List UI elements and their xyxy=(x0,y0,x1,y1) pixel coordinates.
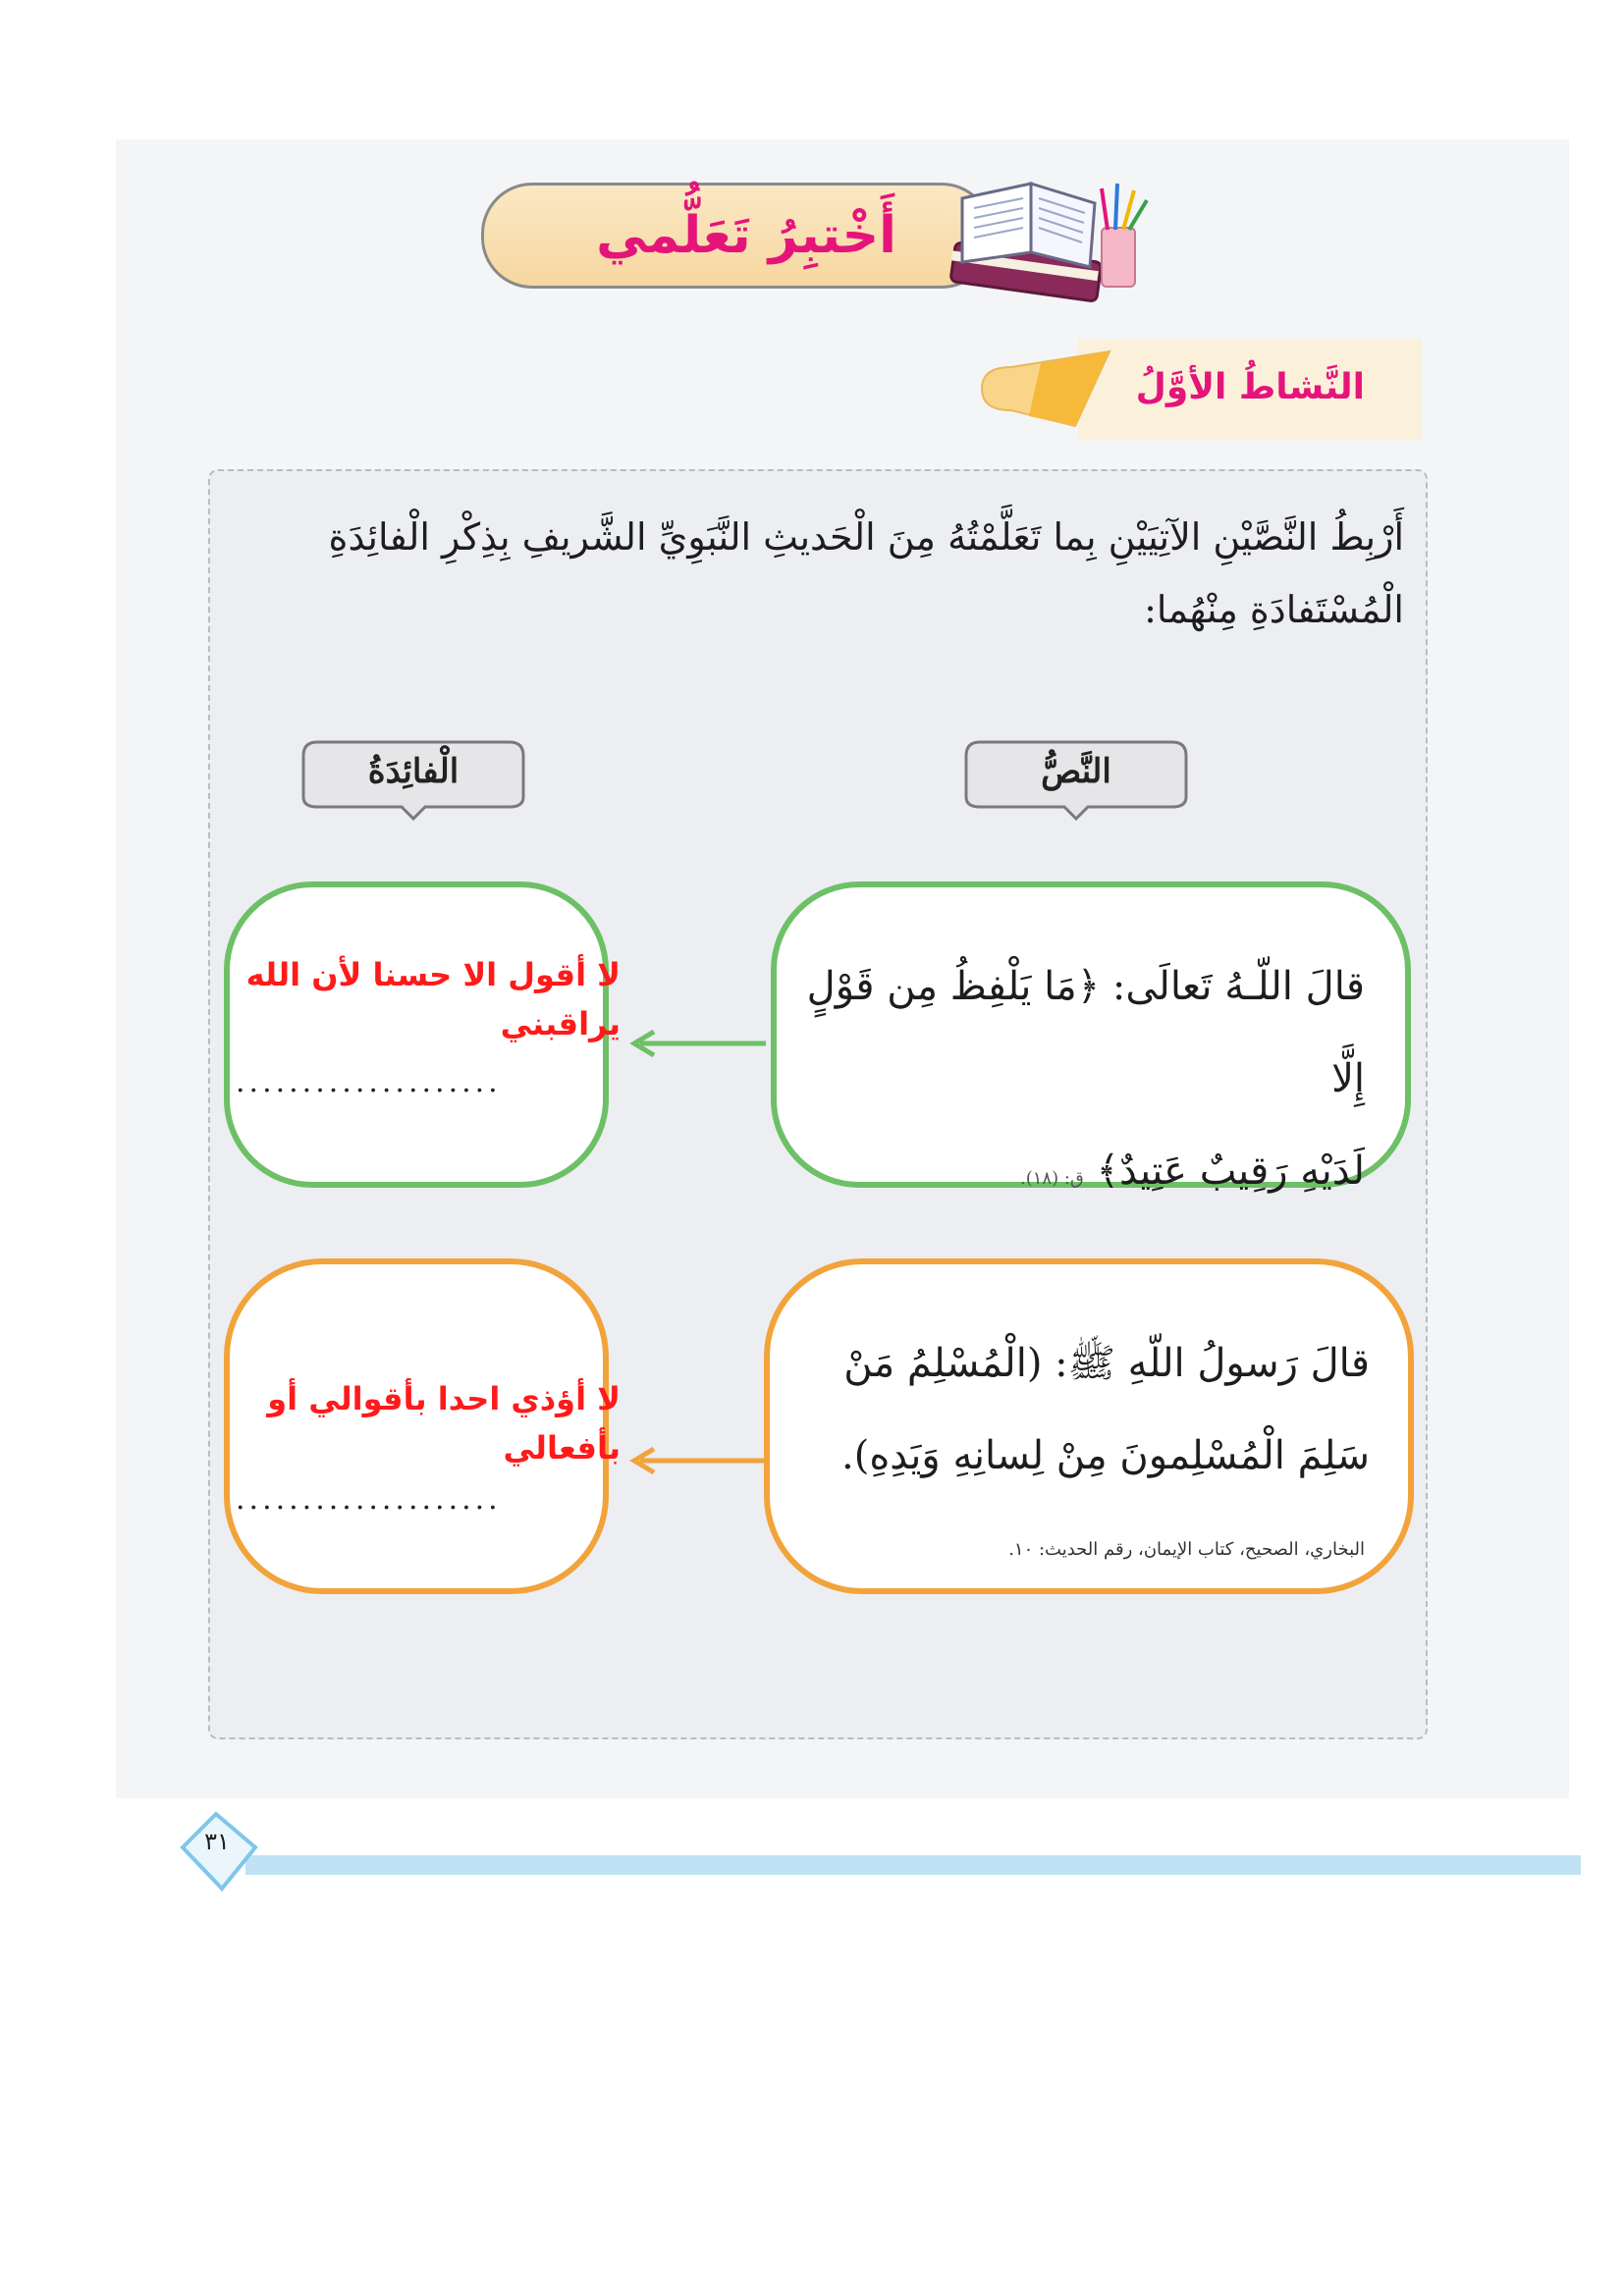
quote-1-line-2-row xyxy=(805,1125,1365,1225)
quote-1-reference: ق: (١٨). xyxy=(1019,1168,1084,1189)
answer-2-dots: .................... xyxy=(236,1482,502,1517)
text-column-label: النَّصُّ xyxy=(1041,752,1111,791)
quote-2-line-1: قالَ رَسولُ اللّهِ ﷺ: (الْمُسْلِمُ مَنْ xyxy=(843,1341,1370,1386)
activity-title: النَّشاطُ الأوَّلُ xyxy=(1135,367,1365,407)
benefit-column-label: الْفائِدَةُ xyxy=(367,752,460,791)
answer-2: لا أؤذي احدا بأقوالي أو بأفعالي xyxy=(267,1380,621,1467)
answer-1-dots: .................... xyxy=(236,1065,502,1099)
answer-1: لا أقول الا حسنا لأن الله يراقبني xyxy=(245,956,621,1042)
books-icon xyxy=(933,159,1154,306)
quote-2-source: البخاري، الصحيح، كتاب الإيمان، رقم الحديث: ١٠. xyxy=(1008,1539,1365,1560)
text-box-1-content xyxy=(805,940,1365,1225)
arrow-left-icon xyxy=(628,1446,771,1475)
quote-1-line-1: قالَ اللّـهُ تَعالَى: ﴿مَا يَلْفِظُ مِن قَوْلٍ إِلَّا xyxy=(806,964,1365,1101)
quote-1-line-2: لَدَيْهِ رَقِيبٌ عَتِيدٌ﴾ xyxy=(1096,1148,1365,1194)
instructions-text: أَرْبِطُ النَّصَّيْنِ الآتِيَيْنِ بِما تَعَلَّمْتُهُ مِنَ الْحَديثِ النَّبَوِيِّ الشَّريفِ بِذِكْرِ الْفائِدَةِ الْمُسْتَفادَةِ مِنْهُما: xyxy=(328,515,1404,631)
text-box-2-content xyxy=(795,1317,1370,1502)
activity-tab-icon xyxy=(972,346,1119,432)
page-number: ٣١ xyxy=(204,1828,230,1855)
arrow-left-icon xyxy=(628,1029,771,1058)
quote-2-line-2: سَلِمَ الْمُسْلِمونَ مِنْ لِسانِهِ وَيَدِهِ). xyxy=(841,1433,1370,1478)
footer-bar xyxy=(245,1855,1581,1875)
page-title: أَخْتبِرُ تَعَلُّمي xyxy=(596,206,896,265)
